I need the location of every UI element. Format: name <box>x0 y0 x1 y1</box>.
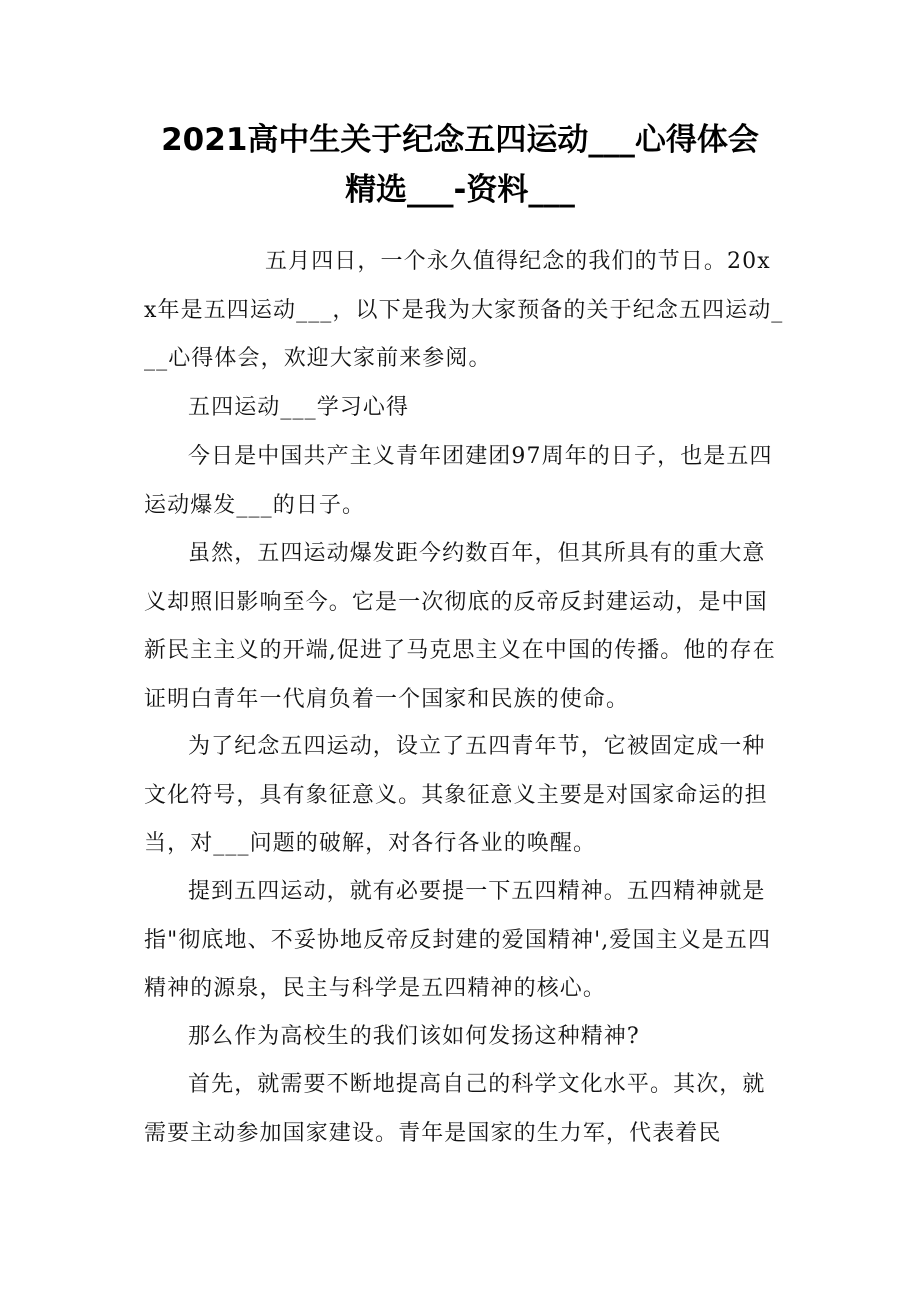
paragraph: 首先，就需要不断地提高自己的科学文化水平。其次，就需要主动参加国家建设。青年是国家的生力军，代表着民 <box>144 1072 766 1146</box>
paragraph: 为了纪念五四运动，设立了五四青年节，它被固定成一种文化符号，具有象征意义。其象征意义主要是对国家命运的担当，对___问题的破解，对各行各业的唤醒。 <box>144 734 768 856</box>
paragraph: 虽然，五四运动爆发距今约数百年，但其所具有的重大意义却照旧影响至今。它是一次彻底的反帝反封建运动，是中国新民主主义的开端,促进了马克思主义在中国的传播。他的存在证明白青年一代肩负着一个国家和民族的使命。 <box>144 541 776 712</box>
paragraph: 那么作为高校生的我们该如何发扬这种精神? <box>188 1024 640 1049</box>
paragraph: 提到五四运动，就有必要提一下五四精神。五四精神就是指"彻底地、不妥协地反帝反封建的爱国精神',爱国主义是五四精神的源泉，民主与科学是五四精神的核心。 <box>144 879 772 1001</box>
paragraph-intro: 五月四日，一个永久值得纪念的我们的节日。20xx年是五四运动___，以下是我为大家预备的关于纪念五四运动___心得体会，欢迎大家前来参阅。 <box>144 249 784 371</box>
document-title-line-2: 精选___-资料___ <box>345 172 575 208</box>
paragraph-section-heading: 五四运动___学习心得 <box>188 395 410 420</box>
document-title-line-1: 2021高中生关于纪念五四运动___心得体会 <box>161 122 759 158</box>
paragraph: 今日是中国共产主义青年团建团97周年的日子，也是五四运动爆发___的日子。 <box>144 444 773 518</box>
